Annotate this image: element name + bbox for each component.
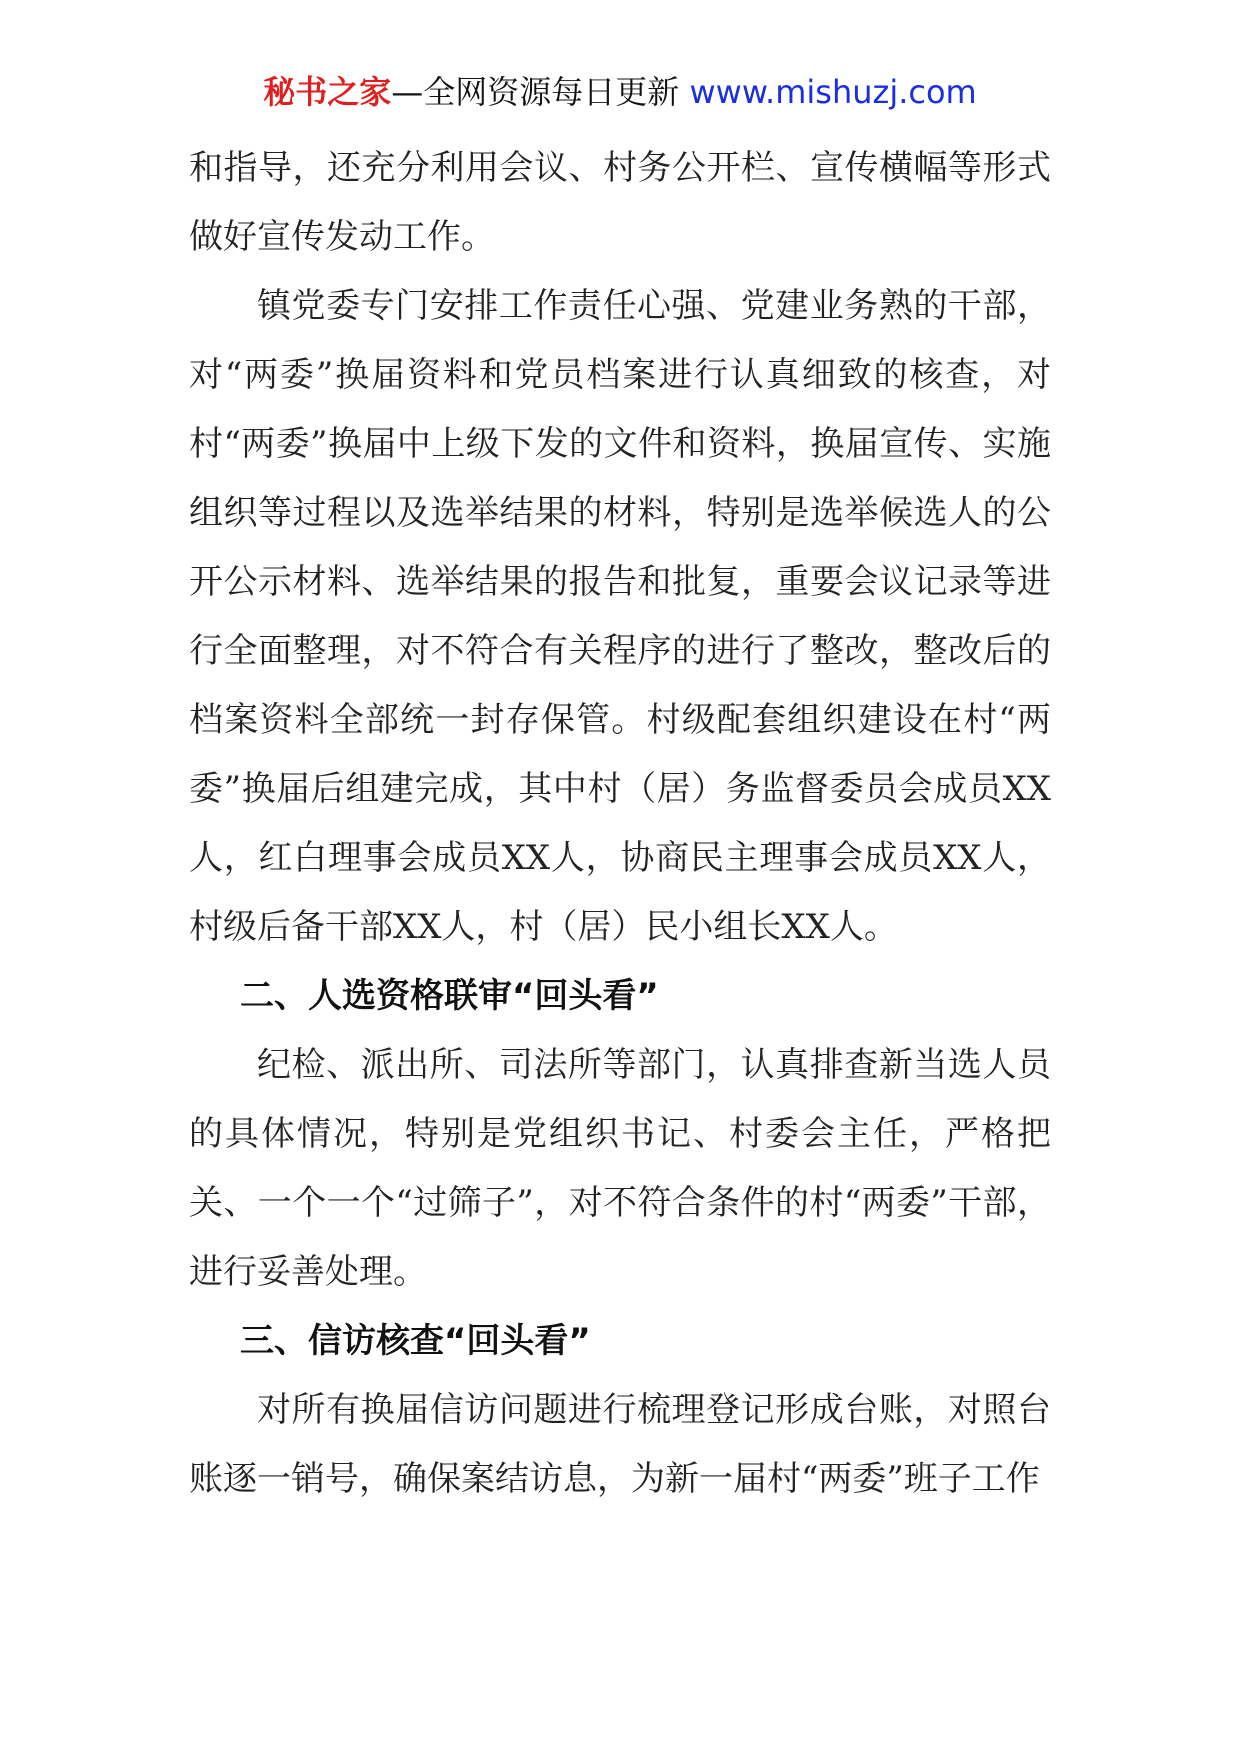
section-heading-qualification: 二、人选资格联审“回头看” — [240, 976, 659, 1016]
paragraph-archive-check: 镇党委专门安排工作责任心强、党建业务熟的干部，对“两委”换届资料和党员档案进行认真细致的核查，对村“两委”换届中上级下发的文件和资料，换届宣传、实施组织等过程以及选举结果的材料，特别是选举候选人的公开公示材料、选举结果的报告和批复，重要会议记录等进行全面整理，对不符合有关程序的进行了整改，整改后的档案资料全部统一封存保管。村级配套组织建设在村“两委”换届后组建完成，其中村（居）务监督委员会成员XX人，红白理事会成员XX人，协商民主理事会成员XX人，村级后备干部XX人，村（居）民小组长XX人。 — [189, 286, 1051, 947]
site-header — [0, 70, 1240, 114]
document-body — [189, 134, 1051, 1514]
brand-name: 秘书之家 — [263, 73, 392, 111]
paragraph-continuation: 和指导，还充分利用会议、村务公开栏、宣传横幅等形式做好宣传发动工作。 — [189, 148, 1051, 257]
section-heading-petition: 三、信访核查“回头看” — [240, 1321, 591, 1361]
paragraph-petition: 对所有换届信访问题进行梳理登记形成台账，对照台账逐一销号，确保案结访息，为新一届村“两委”班子工作 — [189, 1390, 1051, 1499]
header-tagline: —全网资源每日更新 — [391, 73, 690, 111]
site-url-link[interactable]: www.mishuzj.com — [689, 73, 977, 111]
paragraph-qualification: 纪检、派出所、司法所等部门，认真排查新当选人员的具体情况，特别是党组织书记、村委会主任，严格把关、一个一个“过筛子”，对不符合条件的村“两委”干部，进行妥善处理。 — [189, 1045, 1051, 1292]
